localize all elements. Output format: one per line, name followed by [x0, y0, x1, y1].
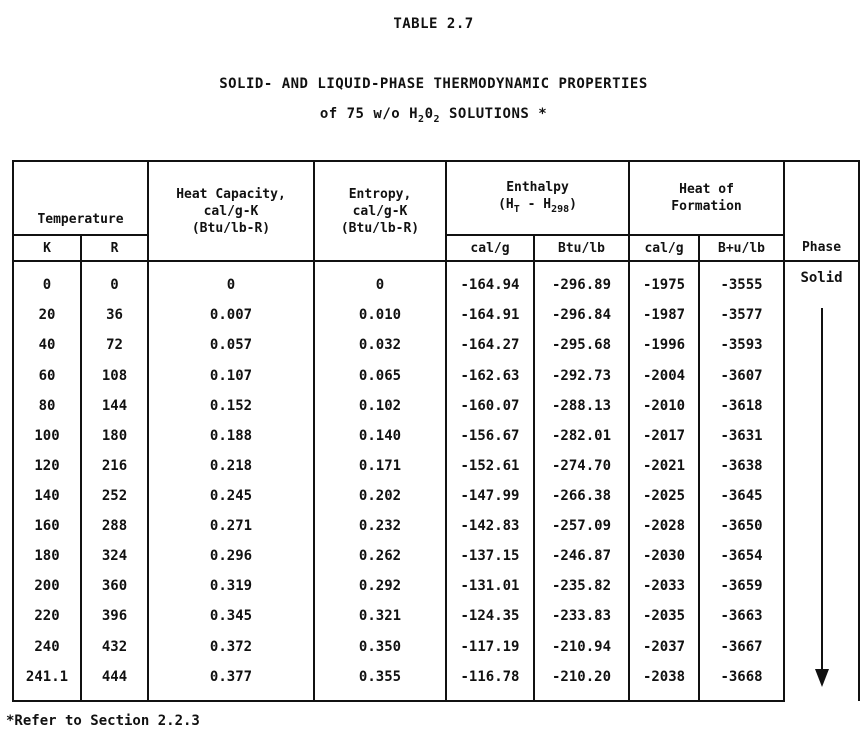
- enthalpy-btu-cell: -288.13: [534, 391, 629, 421]
- hof-btu-cell: -3618: [699, 391, 784, 421]
- enthalpy-cal-cell: -124.35: [446, 601, 534, 631]
- heat-capacity-cell: 0.152: [148, 391, 314, 421]
- k-cell: 60: [13, 360, 81, 390]
- table-row: [13, 541, 859, 571]
- heat-capacity-cell: 0.372: [148, 631, 314, 661]
- heat-capacity-cell: 0.345: [148, 601, 314, 631]
- hof-cal-cell: -2017: [629, 421, 699, 451]
- enthalpy-cal-header: cal/g: [446, 235, 534, 261]
- table-row: [13, 451, 859, 481]
- entropy-cell: 0.232: [314, 511, 446, 541]
- hof-cal-cell: -2035: [629, 601, 699, 631]
- enthalpy-cal-cell: -164.91: [446, 300, 534, 330]
- r-cell: 216: [81, 451, 148, 481]
- hof-cal-cell: -1975: [629, 261, 699, 300]
- entropy-cell: 0: [314, 261, 446, 300]
- entropy-cell: 0.355: [314, 662, 446, 701]
- table-row: [13, 330, 859, 360]
- k-cell: 200: [13, 571, 81, 601]
- hof-btu-cell: -3654: [699, 541, 784, 571]
- phase-label: Solid: [800, 270, 843, 286]
- hof-btu-cell: -3638: [699, 451, 784, 481]
- entropy-cell: 0.102: [314, 391, 446, 421]
- k-cell: 241.1: [13, 662, 81, 701]
- k-cell: 0: [13, 261, 81, 300]
- entropy-cell: 0.010: [314, 300, 446, 330]
- heat-of-formation-header: Heat of Formation: [629, 161, 784, 235]
- heat-capacity-cell: 0.271: [148, 511, 314, 541]
- k-cell: 240: [13, 631, 81, 661]
- k-cell: 40: [13, 330, 81, 360]
- entropy-cell: 0.140: [314, 421, 446, 451]
- table-subtitle: of 75 w/o $H_20_2$ SOLUTIONS *: [319, 106, 548, 125]
- enthalpy-btu-cell: -257.09: [534, 511, 629, 541]
- enthalpy-btu-cell: -295.68: [534, 330, 629, 360]
- r-cell: 444: [81, 662, 148, 701]
- table-row: [13, 481, 859, 511]
- hof-btu-cell: -3631: [699, 421, 784, 451]
- enthalpy-btu-cell: -274.70: [534, 451, 629, 481]
- entropy-cell: 0.202: [314, 481, 446, 511]
- entropy-header: Entropy, cal/g-K (Btu/lb-R): [314, 161, 446, 261]
- hof-cal-cell: -2021: [629, 451, 699, 481]
- enthalpy-cal-cell: -164.27: [446, 330, 534, 360]
- r-cell: 180: [81, 421, 148, 451]
- heat-capacity-cell: 0.245: [148, 481, 314, 511]
- entropy-cell: 0.065: [314, 360, 446, 390]
- r-cell: 360: [81, 571, 148, 601]
- hof-btu-cell: -3593: [699, 330, 784, 360]
- enthalpy-btu-cell: -296.84: [534, 300, 629, 330]
- table-row: [13, 261, 859, 300]
- hof-cal-cell: -2038: [629, 662, 699, 701]
- hof-btu-cell: -3555: [699, 261, 784, 300]
- down-arrow-icon: [821, 308, 823, 673]
- hof-cal-cell: -2010: [629, 391, 699, 421]
- table-title: SOLID- AND LIQUID-PHASE THERMODYNAMIC PROPERTIES: [219, 76, 648, 92]
- hof-btu-cell: -3577: [699, 300, 784, 330]
- hof-cal-header: cal/g: [629, 235, 699, 261]
- r-cell: 72: [81, 330, 148, 360]
- k-cell: 220: [13, 601, 81, 631]
- heat-capacity-cell: 0.188: [148, 421, 314, 451]
- table-row: [13, 421, 859, 451]
- hof-cal-cell: -1987: [629, 300, 699, 330]
- heat-capacity-cell: 0: [148, 261, 314, 300]
- heat-capacity-cell: 0.007: [148, 300, 314, 330]
- enthalpy-cal-cell: -131.01: [446, 571, 534, 601]
- hof-btu-cell: -3659: [699, 571, 784, 601]
- k-cell: 140: [13, 481, 81, 511]
- entropy-cell: 0.350: [314, 631, 446, 661]
- heat-capacity-cell: 0.296: [148, 541, 314, 571]
- enthalpy-cal-cell: -116.78: [446, 662, 534, 701]
- entropy-cell: 0.292: [314, 571, 446, 601]
- r-header: R: [81, 235, 148, 261]
- r-cell: 396: [81, 601, 148, 631]
- enthalpy-btu-cell: -233.83: [534, 601, 629, 631]
- r-cell: 288: [81, 511, 148, 541]
- hof-cal-cell: -1996: [629, 330, 699, 360]
- table-row: [13, 662, 859, 701]
- heat-capacity-cell: 0.218: [148, 451, 314, 481]
- k-cell: 20: [13, 300, 81, 330]
- entropy-cell: 0.262: [314, 541, 446, 571]
- hof-btu-cell: -3607: [699, 360, 784, 390]
- hof-cal-cell: -2030: [629, 541, 699, 571]
- enthalpy-cal-cell: -147.99: [446, 481, 534, 511]
- table-body: [13, 261, 859, 701]
- enthalpy-cal-cell: -152.61: [446, 451, 534, 481]
- temperature-header: Temperature: [13, 161, 148, 235]
- hof-cal-cell: -2037: [629, 631, 699, 661]
- heat-capacity-cell: 0.057: [148, 330, 314, 360]
- hof-btu-cell: -3645: [699, 481, 784, 511]
- arrow-head-icon: [815, 669, 829, 687]
- enthalpy-btu-cell: -210.20: [534, 662, 629, 701]
- table-row: [13, 511, 859, 541]
- table-row: [13, 391, 859, 421]
- hof-btu-cell: -3663: [699, 601, 784, 631]
- enthalpy-btu-header: Btu/lb: [534, 235, 629, 261]
- hof-cal-cell: -2033: [629, 571, 699, 601]
- enthalpy-btu-cell: -296.89: [534, 261, 629, 300]
- hof-btu-cell: -3668: [699, 662, 784, 701]
- phase-cell: [784, 261, 859, 701]
- enthalpy-cal-cell: -137.15: [446, 541, 534, 571]
- k-cell: 160: [13, 511, 81, 541]
- heat-capacity-cell: 0.107: [148, 360, 314, 390]
- table-row: [13, 300, 859, 330]
- table-row: [13, 571, 859, 601]
- r-cell: 0: [81, 261, 148, 300]
- heat-capacity-header: Heat Capacity, cal/g-K (Btu/lb-R): [148, 161, 314, 261]
- enthalpy-cal-cell: -156.67: [446, 421, 534, 451]
- r-cell: 144: [81, 391, 148, 421]
- enthalpy-cal-cell: -160.07: [446, 391, 534, 421]
- enthalpy-btu-cell: -282.01: [534, 421, 629, 451]
- table-row: [13, 631, 859, 661]
- phase-header: Phase: [784, 161, 859, 261]
- enthalpy-cal-cell: -117.19: [446, 631, 534, 661]
- k-cell: 120: [13, 451, 81, 481]
- hof-btu-cell: -3650: [699, 511, 784, 541]
- enthalpy-btu-cell: -266.38: [534, 481, 629, 511]
- r-cell: 324: [81, 541, 148, 571]
- enthalpy-cal-cell: -164.94: [446, 261, 534, 300]
- table-row: [13, 601, 859, 631]
- heat-capacity-cell: 0.319: [148, 571, 314, 601]
- hof-cal-cell: -2004: [629, 360, 699, 390]
- hof-btu-cell: -3667: [699, 631, 784, 661]
- r-cell: 108: [81, 360, 148, 390]
- r-cell: 252: [81, 481, 148, 511]
- enthalpy-cal-cell: -142.83: [446, 511, 534, 541]
- enthalpy-header: Enthalpy $(H_T - H_{298})$: [446, 161, 629, 235]
- k-header: K: [13, 235, 81, 261]
- entropy-cell: 0.171: [314, 451, 446, 481]
- hof-btu-header: B+u/lb: [699, 235, 784, 261]
- footnote: *Refer to Section 2.2.3: [6, 713, 200, 729]
- k-cell: 80: [13, 391, 81, 421]
- heat-capacity-cell: 0.377: [148, 662, 314, 701]
- enthalpy-cal-cell: -162.63: [446, 360, 534, 390]
- enthalpy-btu-cell: -235.82: [534, 571, 629, 601]
- table-number: TABLE 2.7: [393, 16, 474, 32]
- k-cell: 100: [13, 421, 81, 451]
- enthalpy-btu-cell: -292.73: [534, 360, 629, 390]
- hof-cal-cell: -2028: [629, 511, 699, 541]
- hof-cal-cell: -2025: [629, 481, 699, 511]
- r-cell: 432: [81, 631, 148, 661]
- k-cell: 180: [13, 541, 81, 571]
- entropy-cell: 0.032: [314, 330, 446, 360]
- enthalpy-btu-cell: -246.87: [534, 541, 629, 571]
- properties-table: [12, 160, 860, 702]
- entropy-cell: 0.321: [314, 601, 446, 631]
- r-cell: 36: [81, 300, 148, 330]
- enthalpy-btu-cell: -210.94: [534, 631, 629, 661]
- table-row: [13, 360, 859, 390]
